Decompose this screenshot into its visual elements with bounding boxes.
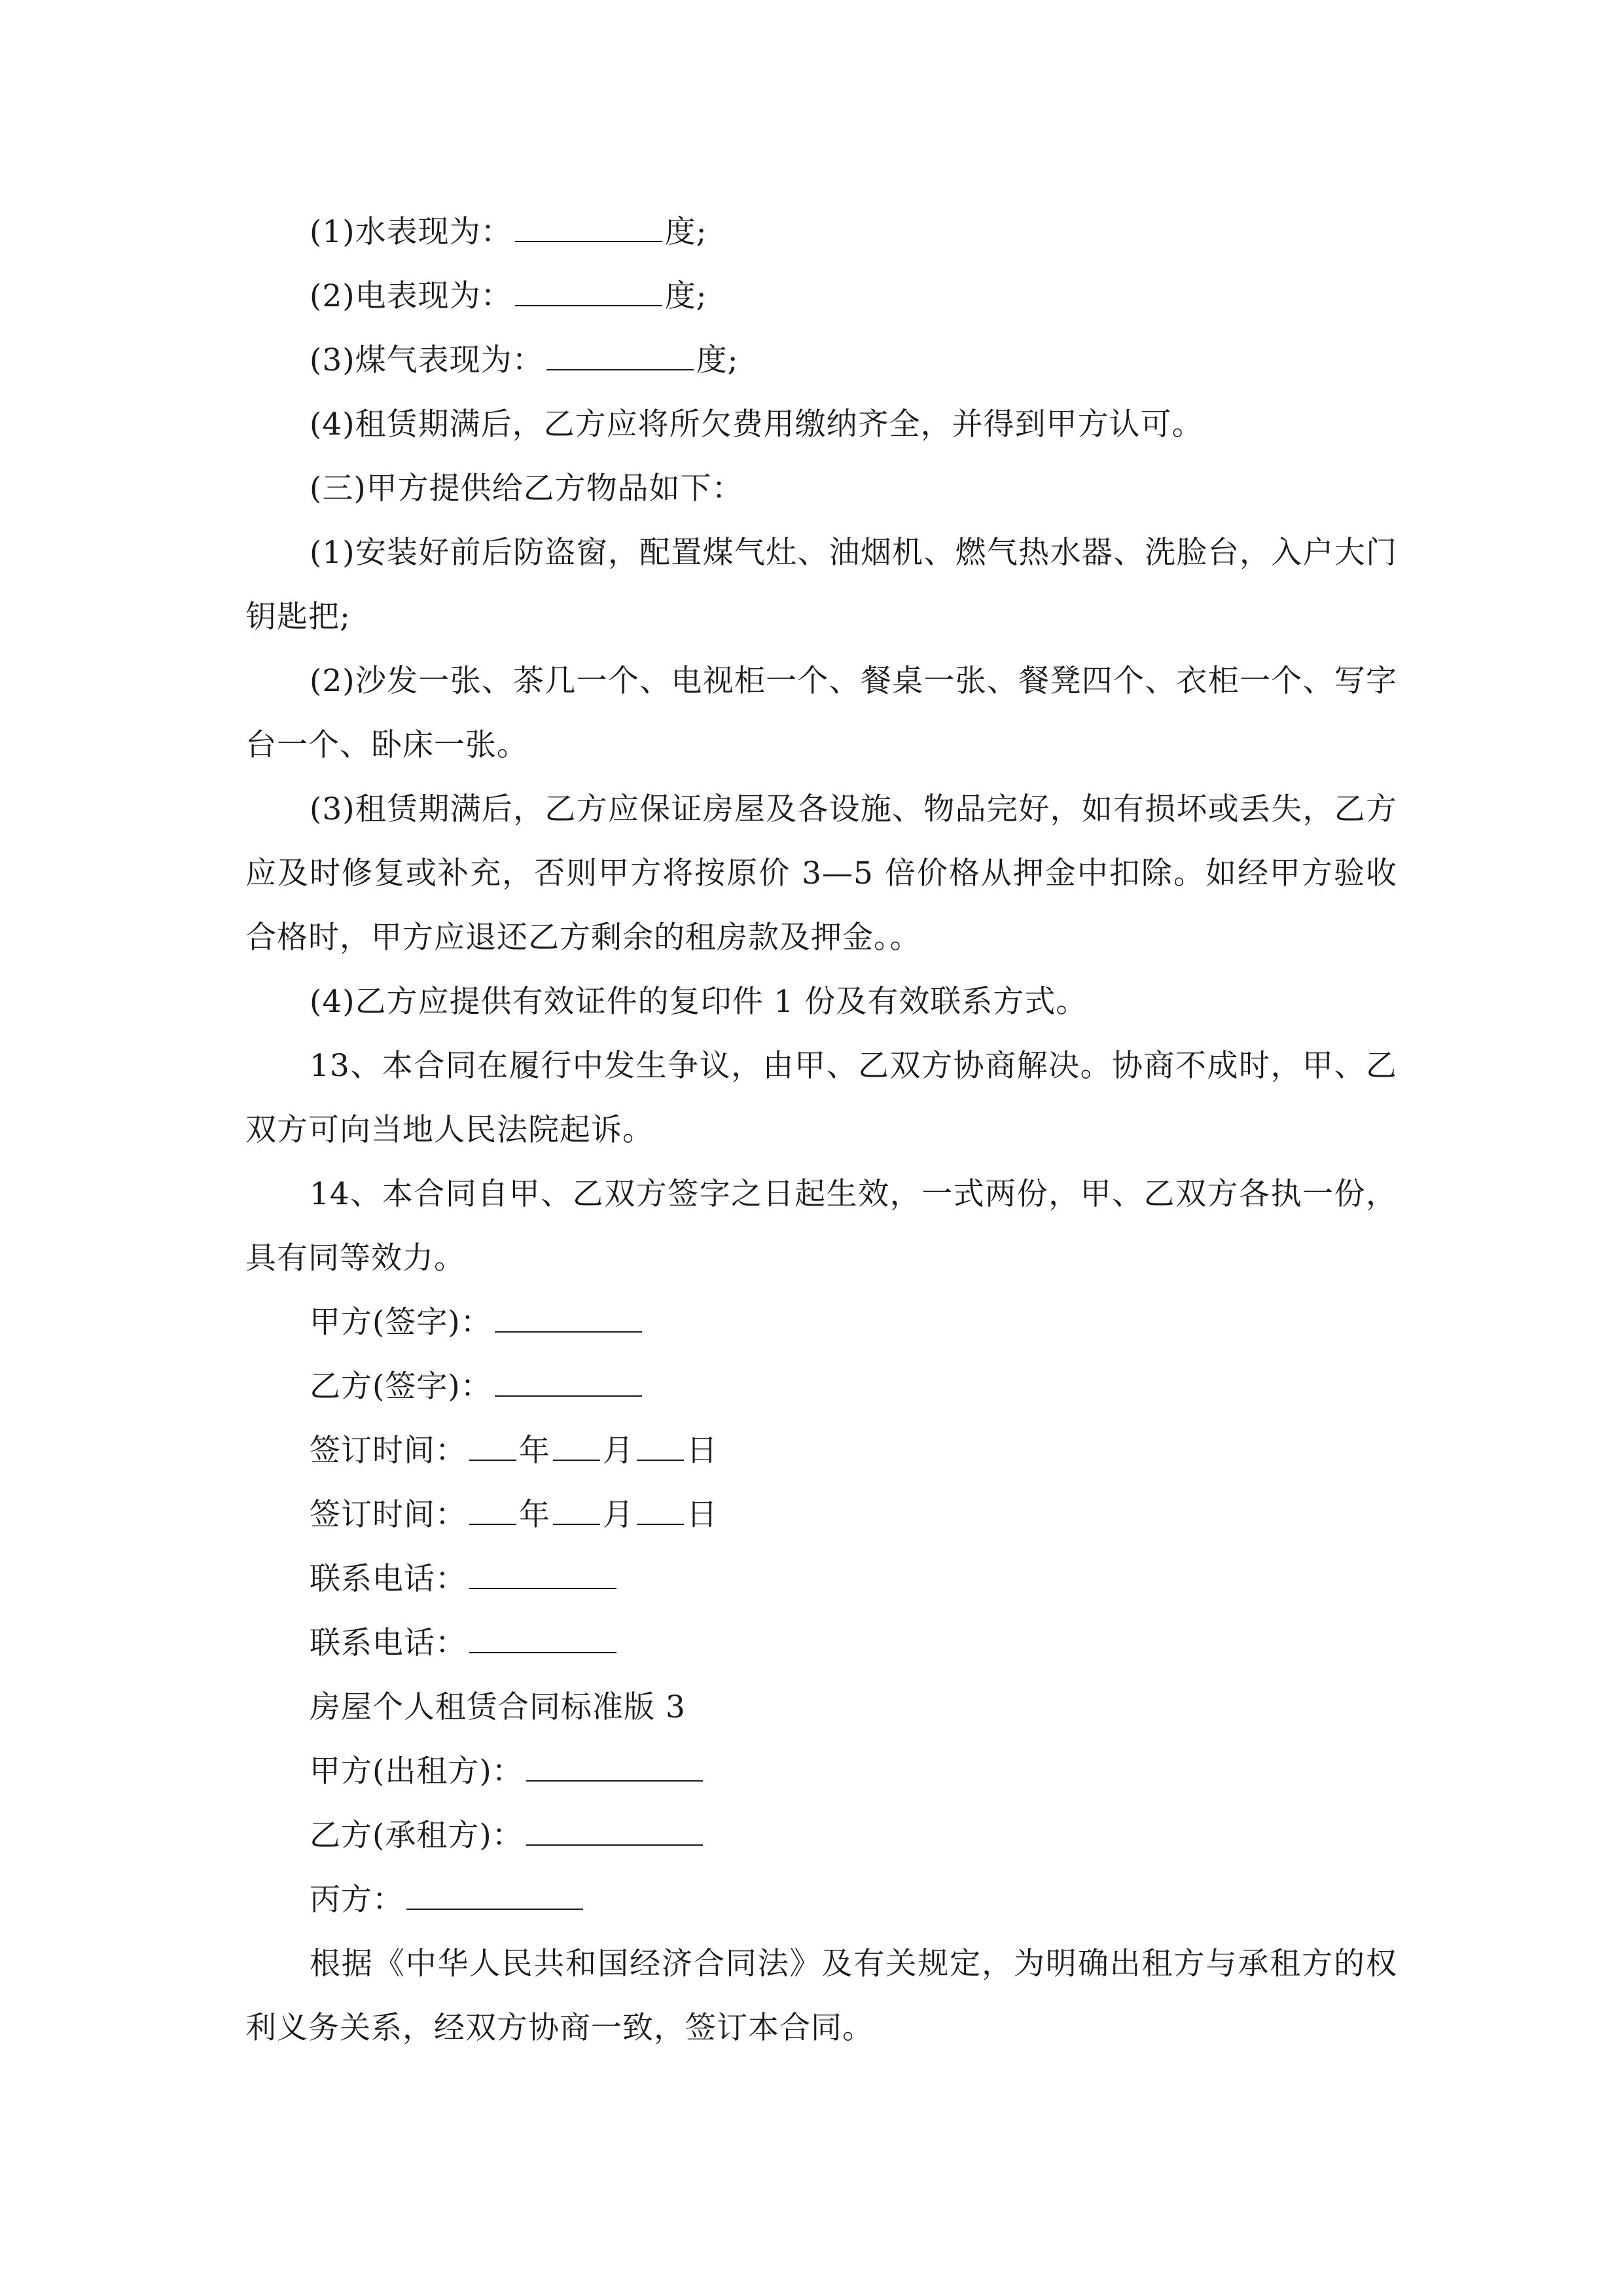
contract3-party-b-label: 乙方(承租方)： [310, 1818, 524, 1854]
gas-meter-unit: 度; [696, 342, 739, 378]
party-b-signature-line [245, 1355, 1397, 1419]
gas-meter-line [245, 329, 1397, 393]
sign-day-blank[interactable] [637, 1495, 684, 1525]
sign-date-label: 签订时间： [310, 1497, 467, 1533]
meters-item-4: (4)租赁期满后，乙方应将所欠费用缴纳齐全，并得到甲方认可。 [310, 406, 1204, 442]
sign-date-label: 签订时间： [310, 1433, 467, 1469]
contract3-party-c-blank[interactable] [406, 1880, 583, 1910]
party-a-signature-blank[interactable] [495, 1302, 642, 1333]
water-meter-label: (1)水表现为： [310, 214, 512, 250]
water-meter-line [245, 200, 1397, 264]
section3-item-1: (1)安装好前后防盗窗，配置煤气灶、油烟机、燃气热水器、洗脸台，入户大门钥匙把; [245, 535, 1397, 635]
sign-year-blank[interactable] [469, 1431, 516, 1461]
phone-line-1 [245, 1547, 1397, 1611]
contract3-party-a-blank[interactable] [526, 1751, 703, 1782]
gas-meter-label: (3)煤气表现为： [310, 342, 544, 378]
phone-blank[interactable] [469, 1559, 616, 1589]
contract3-intro: 根据《中华人民共和国经济合同法》及有关规定，为明确出租方与承租方的权利义务关系，经双方协商一致，签订本合同。 [245, 1946, 1397, 2046]
clause-14: 14、本合同自甲、乙双方签字之日起生效，一式两份，甲、乙双方各执一份，具有同等效力。 [245, 1176, 1397, 1276]
sign-month-blank[interactable] [553, 1495, 600, 1525]
day-unit: 日 [687, 1497, 718, 1533]
sign-month-blank[interactable] [553, 1431, 600, 1461]
sign-date-line-2 [245, 1483, 1397, 1547]
water-meter-unit: 度; [664, 214, 707, 250]
electric-meter-unit: 度; [664, 278, 707, 314]
sign-day-blank[interactable] [637, 1431, 684, 1461]
section3-item-4: (4)乙方应提供有效证件的复印件 1 份及有效联系方式。 [310, 984, 1088, 1020]
contract3-title: 房屋个人租赁合同标准版 3 [310, 1689, 686, 1725]
clause-13: 13、本合同在履行中发生争议，由甲、乙双方协商解决。协商不成时，甲、乙双方可向当地人民法院起诉。 [245, 1048, 1397, 1148]
party-a-signature-line [245, 1291, 1397, 1355]
electric-meter-blank[interactable] [515, 276, 662, 306]
contract3-party-b-line [245, 1804, 1397, 1868]
contract3-party-a-line [245, 1740, 1397, 1804]
section3-item-3: (3)租赁期满后，乙方应保证房屋及各设施、物品完好，如有损坏或丢失，乙方应及时修复或补充，否则甲方将按原价 3—5 倍价格从押金中扣除。如经甲方验收合格时，甲方应退还乙方剩余的租房款及押金。。 [245, 791, 1397, 956]
section3-heading: (三)甲方提供给乙方物品如下： [310, 471, 743, 507]
month-unit: 月 [603, 1433, 634, 1469]
month-unit: 月 [603, 1497, 634, 1533]
electric-meter-label: (2)电表现为： [310, 278, 512, 314]
day-unit: 日 [687, 1433, 718, 1469]
water-meter-blank[interactable] [515, 212, 662, 242]
document-body [245, 200, 1397, 2060]
party-b-signature-label: 乙方(签字)： [310, 1369, 492, 1405]
contract3-party-c-label: 丙方： [310, 1882, 404, 1918]
phone-blank[interactable] [469, 1623, 616, 1653]
year-unit: 年 [519, 1433, 550, 1469]
party-b-signature-blank[interactable] [495, 1367, 642, 1397]
sign-year-blank[interactable] [469, 1495, 516, 1525]
phone-line-2 [245, 1611, 1397, 1676]
contract3-party-c-line [245, 1868, 1397, 1932]
section3-item-2: (2)沙发一张、茶几一个、电视柜一个、餐桌一张、餐凳四个、衣柜一个、写字台一个、卧床一张。 [245, 663, 1397, 763]
electric-meter-line [245, 264, 1397, 329]
contract3-party-b-blank[interactable] [526, 1816, 703, 1846]
gas-meter-blank[interactable] [546, 340, 694, 370]
phone-label: 联系电话： [310, 1561, 467, 1597]
sign-date-line-1 [245, 1419, 1397, 1483]
phone-label: 联系电话： [310, 1625, 467, 1661]
contract3-party-a-label: 甲方(出租方)： [310, 1753, 524, 1789]
party-a-signature-label: 甲方(签字)： [310, 1304, 492, 1340]
year-unit: 年 [519, 1497, 550, 1533]
